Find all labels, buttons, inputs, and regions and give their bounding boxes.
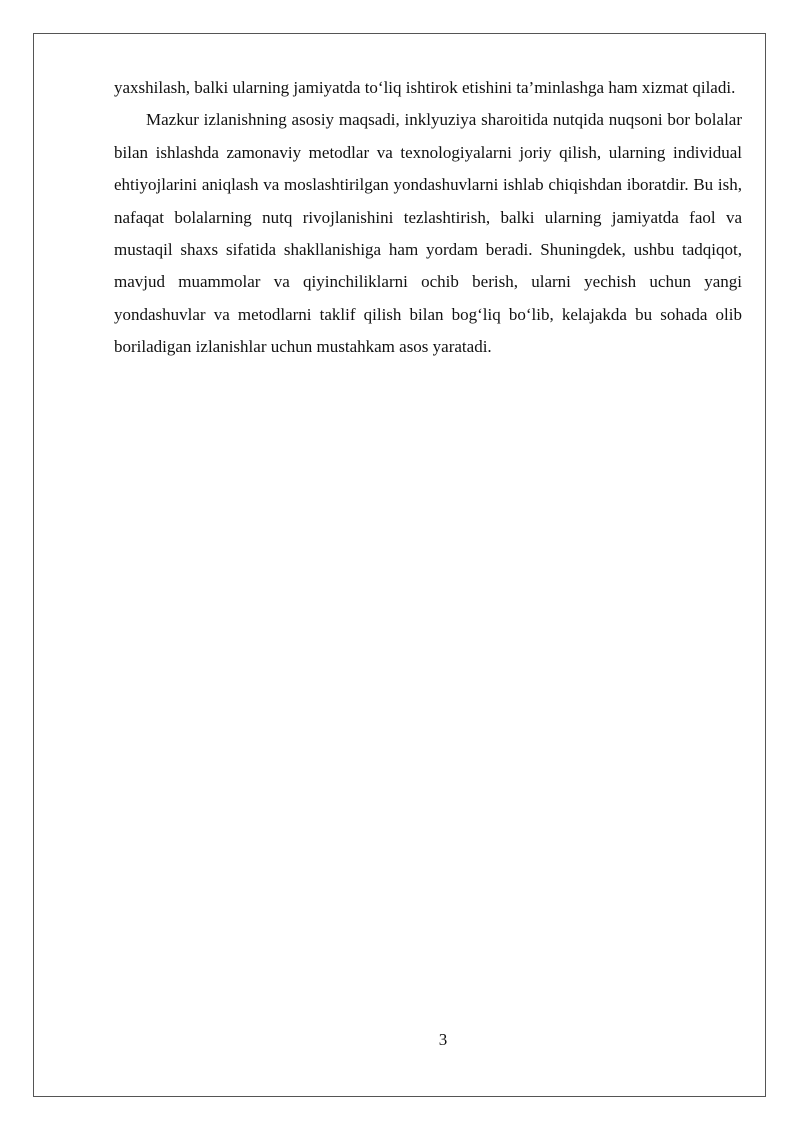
body-text — [114, 72, 742, 364]
page-number: 3 — [438, 1030, 448, 1049]
paragraph-continued: yaxshilash, balki ularning jamiyatda to‘liq ishtirok etishini ta’minlashga ham xizmat qiladi. — [114, 78, 736, 97]
paragraph-main: Mazkur izlanishning asosiy maqsadi, inklyuziya sharoitida nutqida nuqsoni bor bolalar bilan ishlashda zamonaviy metodlar va texnologiyalarni joriy qilish, ularning individual ehtiyojlarini aniqlash va moslashtirilgan yondashuvlarni ishlab chiqishdan iboratdir. Bu ish, nafaqat bolalarning nutq rivojlanishini tezlashtirish, balki ularning jamiyatda faol va mustaqil shaxs sifatida shakllanishiga ham yordam beradi. Shuningdek, ushbu tadqiqot, mavjud muammolar va qiyinchiliklarni ochib berish, ularni yechish uchun yangi yondashuvlar va metodlarni taklif qilish bilan bog‘liq bo‘lib, kelajakda bu sohada olib boriladigan izlanishlar uchun mustahkam asos yaratadi. — [114, 110, 742, 357]
